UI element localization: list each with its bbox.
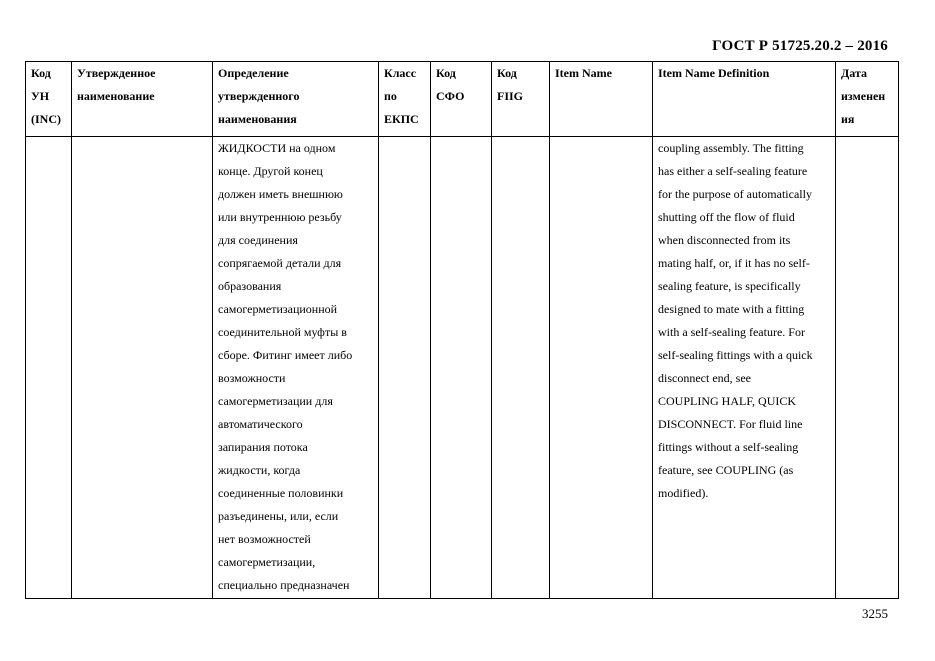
cell-inc-code (26, 137, 72, 599)
text-line: shutting off the flow of fluid (658, 210, 795, 224)
text-line: Класс (384, 66, 417, 80)
text-line: FIIG (497, 89, 524, 103)
cell-fiig-code (492, 137, 550, 599)
text-line: self-sealing fittings with a quick (658, 348, 813, 362)
text-line: Утвержденное (77, 66, 156, 80)
text-line: сопрягаемой детали для (218, 256, 342, 270)
header-item-name (550, 62, 653, 137)
text-line: самогерметизации, (218, 555, 316, 569)
text-line: разъединены, или, если (218, 509, 339, 523)
text-line: Код (31, 66, 51, 80)
table-header-row (26, 62, 899, 137)
text-line: жидкости, когда (218, 463, 301, 477)
text-line: самогерметизационной (218, 302, 338, 316)
cell-approved-name (72, 137, 213, 599)
text-line: нет возможностей (218, 532, 311, 546)
text-line: with a self-sealing feature. For (658, 325, 805, 339)
text-line: СФО (436, 89, 465, 103)
header-change-date (836, 62, 899, 137)
text-line: disconnect end, see (658, 371, 751, 385)
table-row (26, 137, 899, 599)
text-line: по (384, 89, 397, 103)
text-line: ЕКПС (384, 112, 419, 126)
header-approved-name (72, 62, 213, 137)
text-line: Item Name (555, 66, 612, 80)
text-line: Определение (218, 66, 289, 80)
text-line: modified). (658, 486, 709, 500)
text-line: sealing feature, is specifically (658, 279, 801, 293)
text-line: изменен (841, 89, 886, 103)
text-line: fittings without a self-sealing (658, 440, 799, 454)
text-line: образования (218, 279, 282, 293)
catalog-table (25, 61, 899, 599)
text-line: возможности (218, 371, 286, 385)
cell-change-date (836, 137, 899, 599)
text-line: специально предназначен (218, 578, 350, 592)
cell-sfo-code (431, 137, 492, 599)
text-line: designed to mate with a fitting (658, 302, 805, 316)
text-line: утвержденного (218, 89, 300, 103)
text-line: when disconnected from its (658, 233, 791, 247)
text-line: coupling assembly. The fitting (658, 141, 804, 155)
header-fiig-code (492, 62, 550, 137)
page-number: 3255 (862, 606, 888, 621)
text-line: DISCONNECT. For fluid line (658, 417, 803, 431)
text-line: УН (31, 89, 50, 103)
text-line: конце. Другой конец (218, 164, 323, 178)
cell-ekps-class (379, 137, 431, 599)
document-standard-title: ГОСТ Р 51725.20.2 – 2016 (712, 38, 888, 54)
cell-definition-ru (213, 137, 379, 599)
header-inc-code (26, 62, 72, 137)
header-ekps-class (379, 62, 431, 137)
text-line: COUPLING HALF, QUICK (658, 394, 797, 408)
text-line: Дата (841, 66, 867, 80)
text-line: Item Name Definition (658, 66, 770, 80)
text-line: наименования (218, 112, 297, 126)
text-line: самогерметизации для (218, 394, 333, 408)
text-line: feature, see COUPLING (as (658, 463, 794, 477)
text-line: Код (497, 66, 517, 80)
text-line: Код (436, 66, 456, 80)
text-line: for the purpose of automatically (658, 187, 812, 201)
text-line: должен иметь внешнюю (218, 187, 343, 201)
text-line: для соединения (218, 233, 298, 247)
text-line: или внутреннюю резьбу (218, 210, 342, 224)
text-line: наименование (77, 89, 155, 103)
header-item-name-definition (653, 62, 836, 137)
text-line: запирания потока (218, 440, 308, 454)
header-name-definition (213, 62, 379, 137)
cell-definition-en (653, 137, 836, 599)
text-line: сборе. Фитинг имеет либо (218, 348, 353, 362)
text-line: ЖИДКОСТИ на одном (218, 141, 336, 155)
text-line: mating half, or, if it has no self- (658, 256, 810, 270)
text-line: соединительной муфты в (218, 325, 347, 339)
cell-item-name (550, 137, 653, 599)
text-line: has either a self-sealing feature (658, 164, 808, 178)
text-line: ия (841, 112, 855, 126)
header-sfo-code (431, 62, 492, 137)
text-line: соединенные половинки (218, 486, 344, 500)
text-line: автоматического (218, 417, 303, 431)
text-line: (INC) (31, 112, 61, 126)
